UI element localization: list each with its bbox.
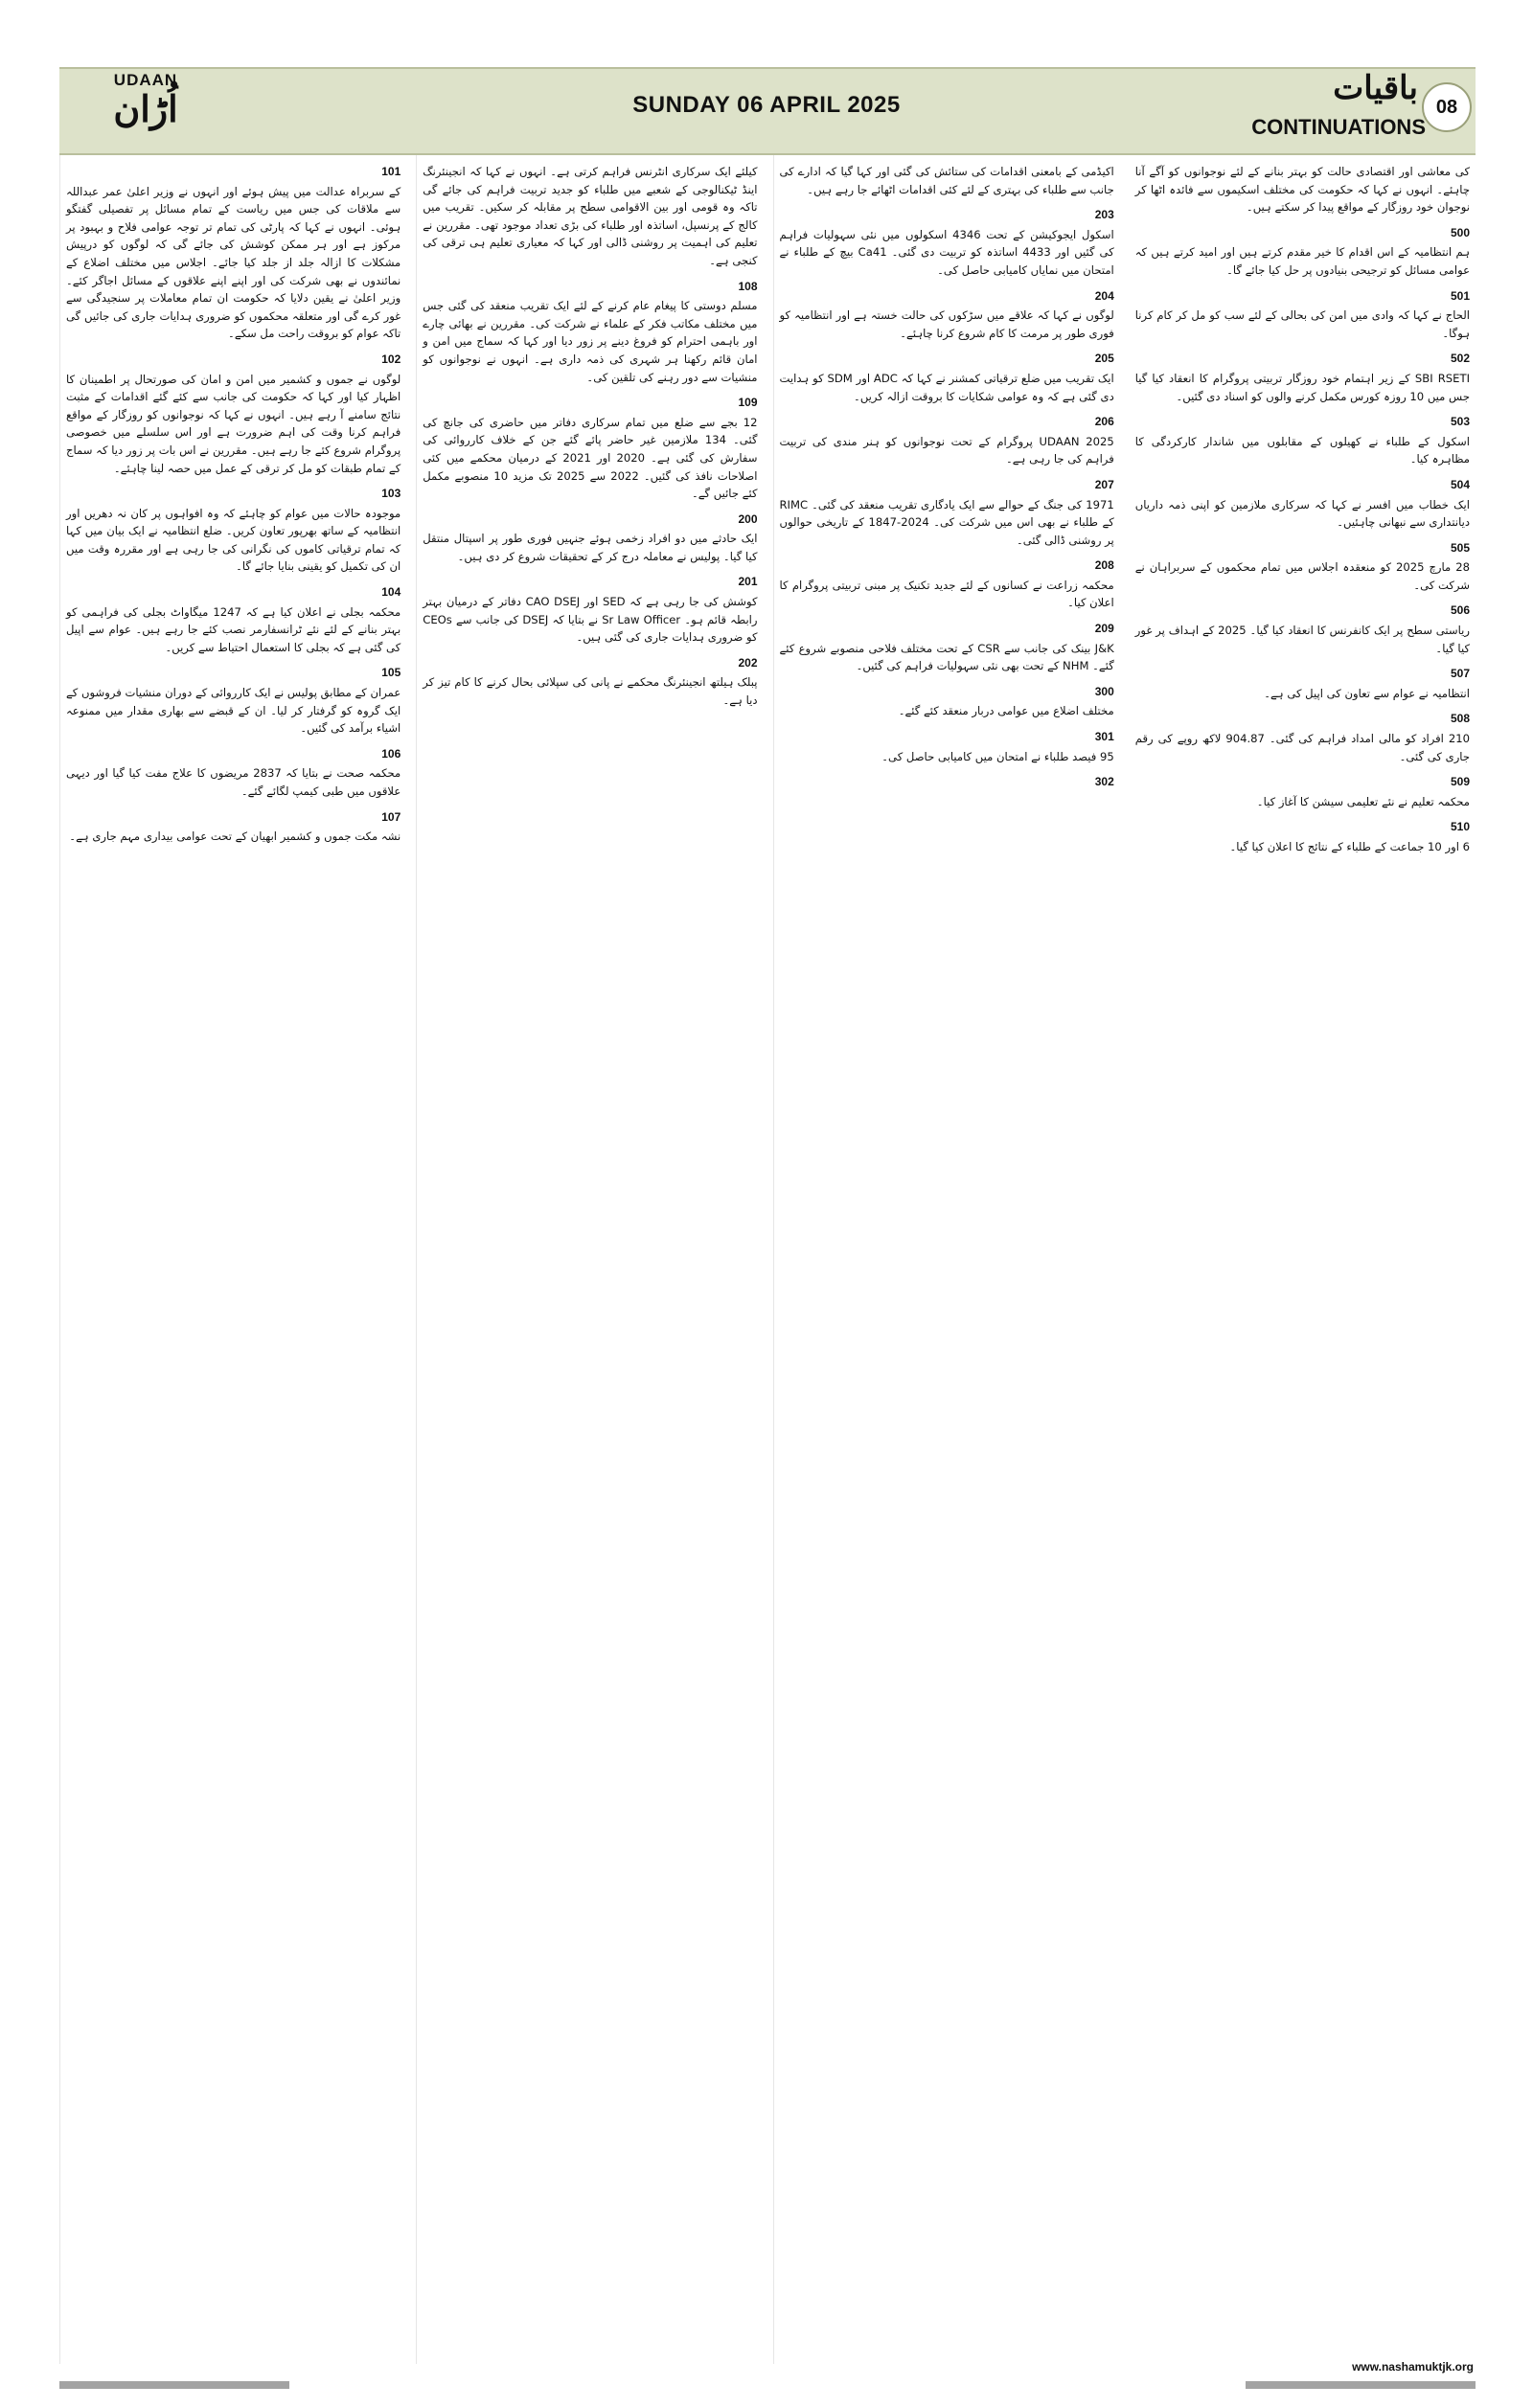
continuation-text: ہم انتظامیہ کے اس اقدام کا خیر مقدم کرتے ہیں اور امید کرتے ہیں کہ عوامی مسائل کو ترجیحی بنیادوں پر حل کیا جائے گا۔ <box>1134 245 1470 277</box>
continuation-text: 6 اور 10 جماعت کے طلباء کے نتائج کا اعلان کیا گیا۔ <box>1229 840 1470 853</box>
footer-rule-left <box>59 2381 289 2389</box>
continuation-text: 1971 کی جنگ کے حوالے سے ایک یادگاری تقریب منعقد کی گئی۔ RIMC کے طلباء نے بھی اس میں شرکت کی۔ 2024-1847 کے تاریخی حوالوں پر روشنی ڈالی گئی۔ <box>779 497 1114 547</box>
continuation-text: J&K بینک کی جانب سے CSR کے تحت مختلف فلاحی منصوبے شروع کئے گئے۔ NHM کے تحت بھی نئی سہولیات فراہم کی گئیں۔ <box>779 641 1114 673</box>
continuation-text: اسکول ایجوکیشن کے تحت 4346 اسکولوں میں نئی سہولیات فراہم کی گئیں اور 4433 اساتذہ کو تربیت دی گئی۔ Ca41 بیچ کے طلباء نے امتحان میں نمایاں کامیابی حاصل کی۔ <box>779 227 1114 277</box>
continuation-number: 502 <box>1450 352 1470 366</box>
continuation-number: 200 <box>738 511 758 526</box>
continuation-text: کے سربراہ عدالت میں پیش ہوئے اور انہوں نے وزیر اعلیٰ عمر عبداللہ سے ملاقات کی جس میں ریاست کے تمام مسائل پر تفصیلی گفتگو ہوئی۔ انہوں نے کہا کہ پارٹی کی تمام تر توجہ عوامی فلاح و بہبود پر مرکوز ہے اور ہر ممکن کوشش کی جائے گی کہ لوگوں کو درپیش مشکلات کا ازالہ جلد از جلد کیا جائے۔ اجلاس میں مختلف اضلاع کے نمائندوں نے بھی شرکت کی اور اپنے اپنے علاقوں کے مسائل اجاگر کئے۔ وزیر اعلیٰ نے یقین دلایا کہ حکومت ان تمام معاملات پر سنجیدگی سے غور کرے گی اور متعلقہ محکموں کو ضروری ہدایات جاری کی جائیں گی تاکہ عوام کو بروقت راحت مل سکے۔ <box>66 184 401 341</box>
continuation-number: 301 <box>1094 730 1114 744</box>
continuation-number: 209 <box>1094 622 1114 636</box>
continuation-number: 207 <box>1094 477 1114 491</box>
continuation-number: 503 <box>1450 415 1470 429</box>
footer-rule-right <box>1246 2381 1476 2389</box>
continuation-number: 208 <box>1094 558 1114 573</box>
logo-urdu-text: اُڑان <box>113 87 178 130</box>
continuation-text: پبلک ہیلتھ انجینئرنگ محکمے نے پانی کی سپلائی بحال کرنے کا کام تیز کر دیا ہے۔ <box>423 675 758 708</box>
continuation-text: 210 افراد کو مالی امداد فراہم کی گئی۔ 904.87 لاکھ روپے کی رقم جاری کی گئی۔ <box>1134 732 1470 763</box>
continuation-text: SBI RSETI کے زیر اہتمام خود روزگار تربیتی پروگرام کا انعقاد کیا گیا جس میں 10 روزہ کورس مکمل کرنے والوں کو اسناد دی گئیں۔ <box>1134 371 1470 403</box>
continuation-text: انتظامیہ نے عوام سے تعاون کی اپیل کی ہے۔ <box>1264 686 1470 700</box>
continuation-number: 108 <box>738 279 758 293</box>
continuation-text: اسکول کے طلباء نے کھیلوں کے مقابلوں میں شاندار کارکردگی کا مظاہرہ کیا۔ <box>1134 434 1470 466</box>
continuation-text: کی معاشی اور اقتصادی حالت کو بہتر بنانے کے لئے نوجوانوں کو آگے آنا چاہئے۔ انہوں نے کہا کہ حکومت کی مختلف اسکیموں سے فائدہ اٹھا کر نوجوان خود روزگار کے مواقع پیدا کر سکتے ہیں۔ <box>1134 165 1470 215</box>
article-column-2 <box>416 155 763 2364</box>
article-column-3 <box>773 155 1120 2364</box>
continuation-text: موجودہ حالات میں عوام کو چاہئے کہ وہ افواہوں پر کان نہ دھریں اور انتظامیہ کے ساتھ بھرپور تعاون کریں۔ ضلع انتظامیہ نے ایک بیان میں کہا کہ تمام ترقیاتی کاموں کی نگرانی کی جا رہی ہے اور مقررہ وقت میں ان کی تکمیل کو یقینی بنایا جائے گا۔ <box>66 506 401 574</box>
continuation-text: کوشش کی جا رہی ہے کہ SED اور CAO DSEJ دفاتر کے درمیان بہتر رابطہ قائم ہو۔ Sr Law Officer نے بتایا کہ DSEJ کی جانب سے CEOs کو ضروری ہدایات جاری کی گئی ہیں۔ <box>423 595 758 645</box>
continuation-text: محکمہ تعلیم نے نئے تعلیمی سیشن کا آغاز کیا۔ <box>1256 794 1470 808</box>
continuation-number: 302 <box>1094 775 1114 789</box>
continuation-number: 506 <box>1450 603 1470 618</box>
continuation-text: UDAAN 2025 پروگرام کے تحت نوجوانوں کو ہنر مندی کی تربیت فراہم کی جا رہی ہے۔ <box>779 434 1114 466</box>
continuation-number: 106 <box>381 746 401 761</box>
continuation-text: ایک خطاب میں افسر نے کہا کہ سرکاری ملازمین کو اپنی ذمہ داریاں دیانتداری سے نبھانی چاہئیں۔ <box>1134 497 1470 530</box>
continuation-number: 201 <box>738 575 758 589</box>
continuation-text: مسلم دوستی کا پیغام عام کرنے کے لئے ایک تقریب منعقد کی گئی جس میں مختلف مکاتب فکر کے علماء نے شرکت کی۔ مقررین نے بھائی چارے اور باہمی احترام کو فروغ دینے پر زور دیا اور کہا کہ سماج میں امن و امان قائم رکھنا ہر شہری کی ذمہ داری ہے۔ انہوں نے نوجوانوں کو منشیات سے دور رہنے کی تلقین کی۔ <box>423 299 758 384</box>
continuation-number: 507 <box>1450 667 1470 681</box>
continuation-text: ایک تقریب میں ضلع ترقیاتی کمشنر نے کہا کہ ADC اور SDM کو ہدایت دی گئی ہے کہ وہ عوامی شکایات کا بروقت ازالہ کریں۔ <box>779 371 1114 403</box>
continuation-number: 206 <box>1094 415 1114 429</box>
continuation-number: 508 <box>1450 712 1470 726</box>
section-title-english: CONTINUATIONS <box>1251 115 1426 139</box>
continuation-number: 104 <box>381 585 401 600</box>
continuation-text: لوگوں نے کہا کہ علاقے میں سڑکوں کی حالت خستہ ہے اور انتظامیہ کو فوری طور پر مرمت کا کام شروع کرنا چاہئے۔ <box>779 308 1114 340</box>
continuation-text: الحاج نے کہا کہ وادی میں امن کی بحالی کے لئے سب کو مل کر کام کرنا ہوگا۔ <box>1134 308 1470 340</box>
footer-website[interactable]: www.nashamuktjk.org <box>1352 2360 1474 2374</box>
issue-date: SUNDAY 06 APRIL 2025 <box>632 92 901 118</box>
logo <box>88 71 203 148</box>
continuation-text: ایک حادثے میں دو افراد زخمی ہوئے جنہیں فوری طور پر اسپتال منتقل کیا گیا۔ پولیس نے معاملہ درج کر کے تحقیقات شروع کر دی ہیں۔ <box>423 532 758 563</box>
continuation-text: 12 بجے سے ضلع میں تمام سرکاری دفاتر میں حاضری کی جانچ کی گئی۔ 134 ملازمین غیر حاضر پائے گئے جن کے خلاف کارروائی کی سفارش کی گئی ہے۔ 2020 اور 2021 کے درمیان محکمے میں کئی اصلاحات نافذ کی گئیں۔ 2022 سے 2025 تک مزید 10 منصوبے مکمل کئے جائیں گے۔ <box>423 415 758 501</box>
continuation-number: 500 <box>1450 225 1470 239</box>
continuation-number: 501 <box>1450 288 1470 303</box>
continuation-text: کیلئے ایک سرکاری انٹرنس فراہم کرتی ہے۔ انہوں نے کہا کہ انجینئرنگ اینڈ ٹیکنالوجی کے شعبے میں طلباء کو جدید تربیت فراہم کی جائے گی تاکہ وہ قومی اور بین الاقوامی سطح پر مقابلہ کر سکیں۔ تقریب میں کالج کے پرنسپل، اساتذہ اور طلباء کی بڑی تعداد موجود تھی۔ مقررین نے تعلیم کی اہمیت پر روشنی ڈالی اور کہا کہ معیاری تعلیم ہی ترقی کی کنجی ہے۔ <box>423 165 758 267</box>
continuation-number: 300 <box>1094 684 1114 698</box>
continuation-text: اکیڈمی کے بامعنی اقدامات کی ستائش کی گئی اور کہا گیا کہ ادارے کی جانب سے طلباء کی بہتری کے لئے کئی اقدامات اٹھائے جا رہے ہیں۔ <box>779 165 1114 196</box>
continuation-number: 103 <box>381 487 401 501</box>
continuation-number: 101 <box>381 165 401 178</box>
continuation-text: محکمہ بجلی نے اعلان کیا ہے کہ 1247 میگاواٹ بجلی کی فراہمی کو بہتر بنانے کے لئے نئے ٹرانسفارمر نصب کئے جا رہے ہیں۔ عوام سے اپیل کی گئی ہے کہ بجلی کا استعمال احتیاط سے کریں۔ <box>66 604 401 654</box>
continuation-text: نشہ مکت جموں و کشمیر ابھیان کے تحت عوامی بیداری مہم جاری ہے۔ <box>69 829 401 844</box>
continuation-number: 205 <box>1094 352 1114 366</box>
continuation-text: 28 مارچ 2025 کو منعقدہ اجلاس میں تمام محکموں کے سربراہان نے شرکت کی۔ <box>1134 560 1470 592</box>
continuation-text: لوگوں نے جموں و کشمیر میں امن و امان کی صورتحال پر اطمینان کا اظہار کیا اور کہا کہ حکومت کی جانب سے کئے گئے اقدامات کے مثبت نتائج سامنے آ رہے ہیں۔ انہوں نے کہا کہ نوجوانوں کو روزگار کے مواقع فراہم کرنا وقت کی اہم ضرورت ہے اور اس سلسلے میں خصوصی پروگرام شروع کئے جا رہے ہیں۔ مقررین نے اس بات پر زور دیا کہ سماج کے تمام طبقات کو مل کر ترقی کے عمل میں حصہ لینا چاہئے۔ <box>66 372 401 475</box>
continuation-text: محکمہ صحت نے بتایا کہ 2837 مریضوں کا علاج مفت کیا گیا اور دیہی علاقوں میں طبی کیمپ لگائے گئے۔ <box>66 766 401 798</box>
section-title-urdu: باقیات <box>1333 69 1418 107</box>
continuation-text: محکمہ زراعت نے کسانوں کے لئے جدید تکنیک پر مبنی تربیتی پروگرام کا اعلان کیا۔ <box>779 578 1114 610</box>
continuation-number: 504 <box>1450 477 1470 491</box>
continuation-number: 202 <box>738 655 758 670</box>
logo-latin-text: UDAAN <box>113 71 178 89</box>
continuation-number: 510 <box>1450 820 1470 834</box>
continuations-body <box>59 155 1476 2364</box>
page-number-badge: 08 <box>1422 82 1472 132</box>
article-column-4 <box>1130 155 1476 2364</box>
continuation-number: 204 <box>1094 288 1114 303</box>
continuation-number: 107 <box>381 809 401 824</box>
continuation-text: ریاستی سطح پر ایک کانفرنس کا انعقاد کیا گیا۔ 2025 کے اہداف پر غور کیا گیا۔ <box>1134 624 1471 655</box>
article-column-1 <box>59 155 406 2364</box>
continuation-number: 105 <box>381 666 401 680</box>
continuation-text: 95 فیصد طلباء نے امتحان میں کامیابی حاصل کی۔ <box>881 749 1114 763</box>
continuation-text: مختلف اضلاع میں عوامی دربار منعقد کئے گئے۔ <box>898 704 1114 718</box>
continuation-number: 203 <box>1094 208 1114 222</box>
continuation-number: 509 <box>1450 775 1470 789</box>
continuation-number: 109 <box>738 396 758 410</box>
continuation-number: 102 <box>381 352 401 366</box>
continuation-text: عمران کے مطابق پولیس نے ایک کارروائی کے دوران منشیات فروشوں کے ایک گروہ کو گرفتار کر لیا۔ ان کے قبضے سے بھاری مقدار میں ممنوعہ اشیاء برآمد کی گئیں۔ <box>66 686 401 736</box>
continuation-number: 505 <box>1450 540 1470 555</box>
